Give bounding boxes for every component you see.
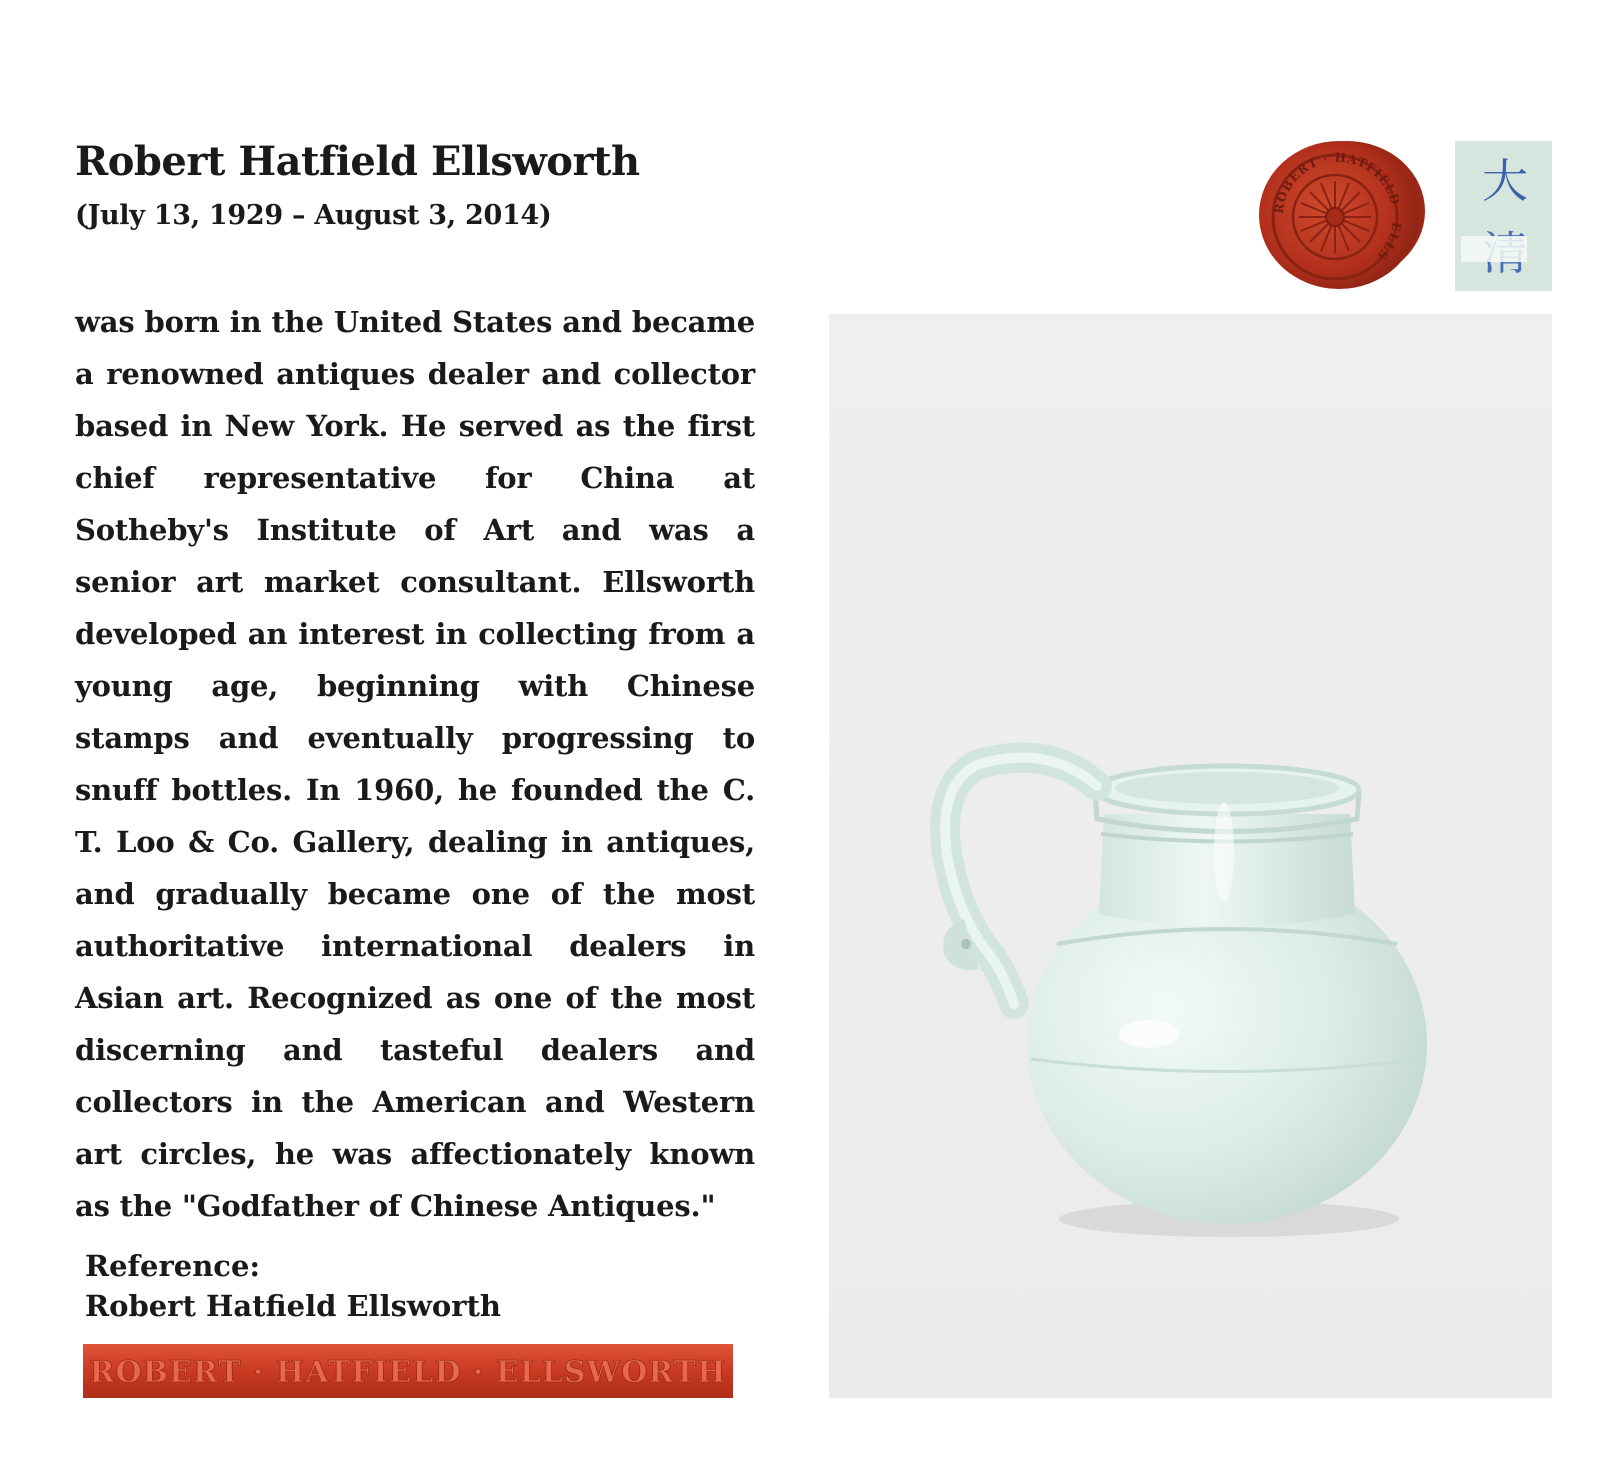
product-photo xyxy=(829,314,1552,1398)
reference-value: Robert Hatfield Ellsworth xyxy=(85,1289,501,1323)
seal-strip-text: ROBERT · HATFIELD · ELLSWORTH xyxy=(89,1355,727,1390)
biography-text: was born in the United States and became a renowned antiques dealer and collector based in New York. He served as the first chief representative for China at Sotheby's Institute of Art and was a senior art market consultant. Ellsworth developed an interest in collecting from a young age, beginning with Chinese stamps and eventually progressing to snuff bottles. In 1960, he founded the C. T. Loo & Co. Gallery, dealing in antiques, and gradually became one of the most authoritative international dealers in Asian art. Recognized as one of the most discerning and tasteful dealers and collectors in the American and Western art circles, he was affectionately known as the "Godfather of Chinese Antiques." xyxy=(75,305,755,1223)
person-name: Robert Hatfield Ellsworth xyxy=(75,138,640,185)
life-dates: (July 13, 1929 – August 3, 2014) xyxy=(75,200,552,231)
reign-mark-icon xyxy=(1455,141,1552,291)
wax-seal-text: ROBERT · HATFIELD · ELLS xyxy=(1271,150,1404,264)
seal-strip-icon xyxy=(83,1344,733,1398)
reference-label: Reference: xyxy=(85,1249,261,1283)
wax-seal-icon xyxy=(1253,135,1427,293)
reign-mark-char-1: 大 xyxy=(1482,154,1528,208)
reference-block xyxy=(85,1246,501,1326)
